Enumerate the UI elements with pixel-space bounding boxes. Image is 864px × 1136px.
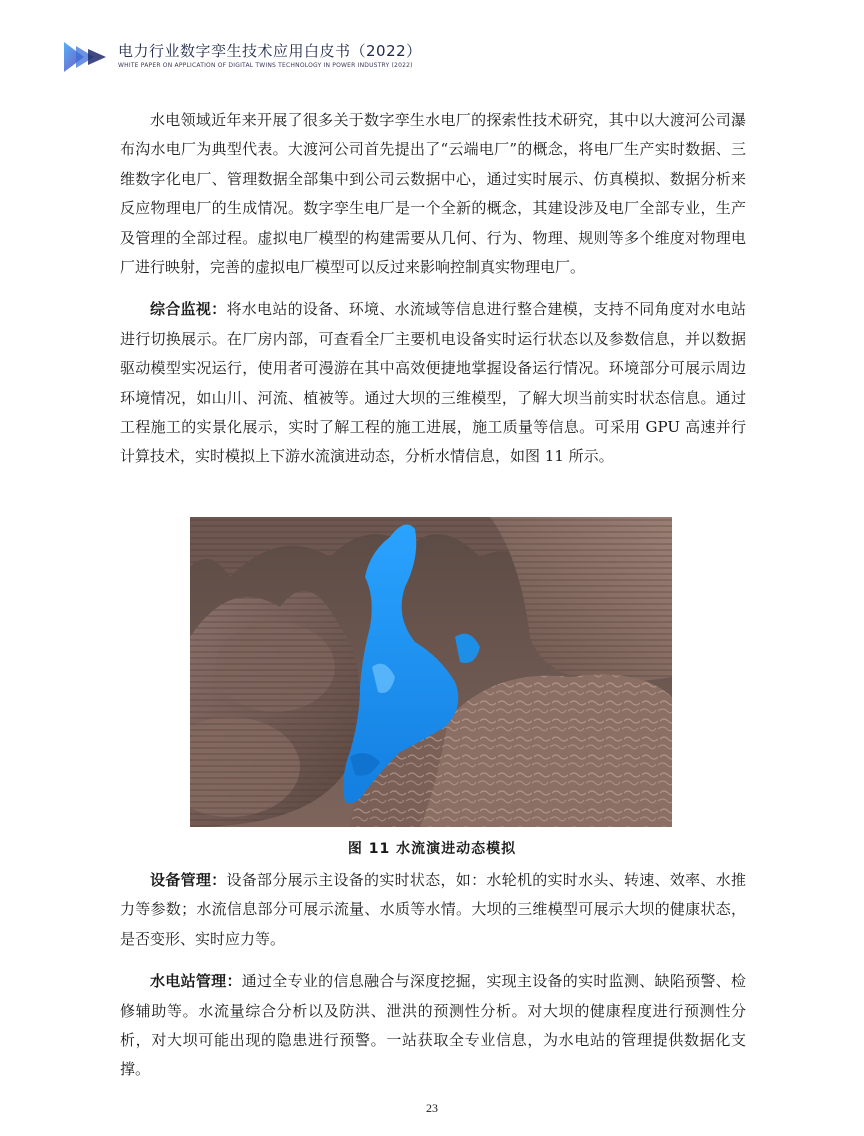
paragraph-comprehensive-monitoring bbox=[120, 295, 746, 471]
body-text-top bbox=[120, 106, 746, 485]
paragraph-equipment-management bbox=[120, 866, 746, 954]
paragraph-station-management bbox=[120, 967, 746, 1085]
page-header bbox=[62, 38, 822, 78]
paragraph-body: 设备部分展示主设备的实时状态，如：水轮机的实时水头、转速、效率、水推力等参数；水流信息部分可展示流量、水质等水情。大坝的三维模型可展示大坝的健康状态，是否变形、实时应力等。 bbox=[120, 871, 746, 948]
paragraph-body: 通过全专业的信息融合与深度挖掘，实现主设备的实时监测、缺陷预警、检修辅助等。水流量综合分析以及防洪、泄洪的预测性分析。对大坝的健康程度进行预测性分析，对大坝可能出现的隐患进行预警。一站获取全专业信息，为水电站的管理提供数据化支撑。 bbox=[120, 972, 746, 1079]
paragraph-intro: 水电领域近年来开展了很多关于数字孪生水电厂的探索性技术研究，其中以大渡河公司瀑布沟水电厂为典型代表。大渡河公司首先提出了“云端电厂”的概念，将电厂生产实时数据、三维数字化电厂、管理数据全部集中到公司云数据中心，通过实时展示、仿真模拟、数据分析来反应物理电厂的生成情况。数字孪生电厂是一个全新的概念，其建设涉及电厂全部专业，生产及管理的全部过程。虚拟电厂模型的构建需要从几何、行为、物理、规则等多个维度对物理电厂进行映射，完善的虚拟电厂模型可以反过来影响控制真实物理电厂。 bbox=[120, 111, 746, 277]
paragraph-label: 水电站管理： bbox=[150, 972, 242, 991]
figure-caption: 图 11 水流演进动态模拟 bbox=[347, 841, 517, 857]
paragraph-label: 设备管理： bbox=[150, 871, 227, 889]
paragraph-label: 综合监视： bbox=[150, 300, 227, 319]
body-text-bottom bbox=[120, 866, 746, 1098]
page-number: 23 bbox=[426, 1101, 438, 1115]
header-subtitle: WHITE PAPER ON APPLICATION OF DIGITAL TWINS TECHNOLOGY IN POWER INDUSTRY (2022) bbox=[118, 62, 413, 69]
water-flow-simulation-image bbox=[190, 517, 672, 827]
header-title: 电力行业数字孪生技术应用白皮书（2022） bbox=[118, 42, 422, 60]
paragraph-body: 将水电站的设备、环境、水流域等信息进行整合建模，支持不同角度对水电站进行切换展示。在厂房内部，可查看全厂主要机电设备实时运行状态以及参数信息，并以数据驱动模型实况运行，使用者可漫游在其中高效便捷地掌握设备运行情况。环境部分可展示周边环境情况，如山川、河流、植被等。通过大坝的三维模型，了解大坝当前实时状态信息。通过工程施工的实景化展示，实时了解工程的施工进展，施工质量等信息。可采用 GPU 高速并行计算技术，实时模拟上下游水流演进动态，分析水情信息，如图 11 所示。 bbox=[120, 300, 746, 466]
terrain-render-graphic bbox=[190, 517, 672, 827]
white-paper-logo-icon bbox=[62, 38, 108, 76]
